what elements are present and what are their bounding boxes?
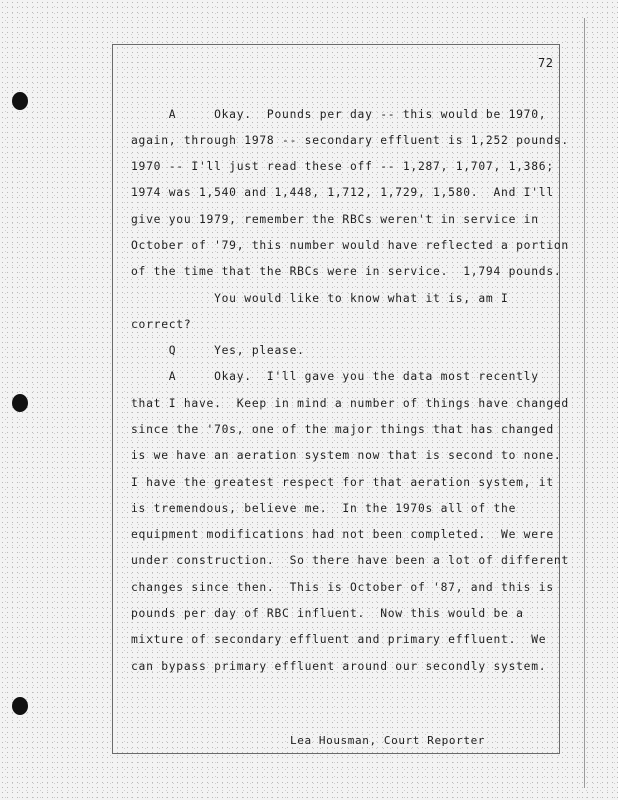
transcript-line: correct?	[131, 318, 192, 331]
transcript-body	[131, 108, 581, 688]
transcript-line: that I have. Keep in mind a number of things have changed	[131, 397, 569, 410]
transcript-line: is we have an aeration system now that is second to none.	[131, 449, 562, 462]
punch-hole-bottom	[12, 697, 28, 715]
transcript-line: equipment modifications had not been completed. We were	[131, 528, 554, 541]
transcript-line: of the time that the RBCs were in service. 1,794 pounds.	[131, 265, 562, 278]
transcript-line: is tremendous, believe me. In the 1970s all of the	[131, 502, 517, 515]
punch-hole-middle	[12, 394, 28, 412]
transcript-line: give you 1979, remember the RBCs weren't in service in	[131, 213, 539, 226]
transcript-line: pounds per day of RBC influent. Now this would be a	[131, 607, 524, 620]
transcript-line: since the '70s, one of the major things that has changed	[131, 423, 554, 436]
transcript-line: under construction. So there have been a lot of different	[131, 554, 569, 567]
page-number: 72	[538, 56, 554, 70]
transcript-line: again, through 1978 -- secondary effluent is 1,252 pounds.	[131, 134, 569, 147]
transcript-line: 1974 was 1,540 and 1,448, 1,712, 1,729, 1,580. And I'll	[131, 186, 554, 199]
transcript-line: Q Yes, please.	[131, 344, 305, 357]
transcript-line: A Okay. Pounds per day -- this would be 1970,	[131, 108, 547, 121]
transcript-line: You would like to know what it is, am I	[131, 292, 509, 305]
transcript-line: changes since then. This is October of '87, and this is	[131, 581, 554, 594]
transcript-line: mixture of secondary effluent and primary effluent. We	[131, 633, 547, 646]
court-reporter-footer: Lea Housman, Court Reporter	[290, 734, 486, 747]
transcript-line: A Okay. I'll gave you the data most recently	[131, 370, 539, 383]
transcript-line: I have the greatest respect for that aeration system, it	[131, 476, 554, 489]
transcript-line: 1970 -- I'll just read these off -- 1,287, 1,707, 1,386;	[131, 160, 554, 173]
transcript-line: can bypass primary effluent around our secondly system.	[131, 660, 547, 673]
transcript-line: October of '79, this number would have reflected a portion	[131, 239, 569, 252]
page-edge-rule	[584, 18, 585, 788]
punch-hole-top	[12, 92, 28, 110]
